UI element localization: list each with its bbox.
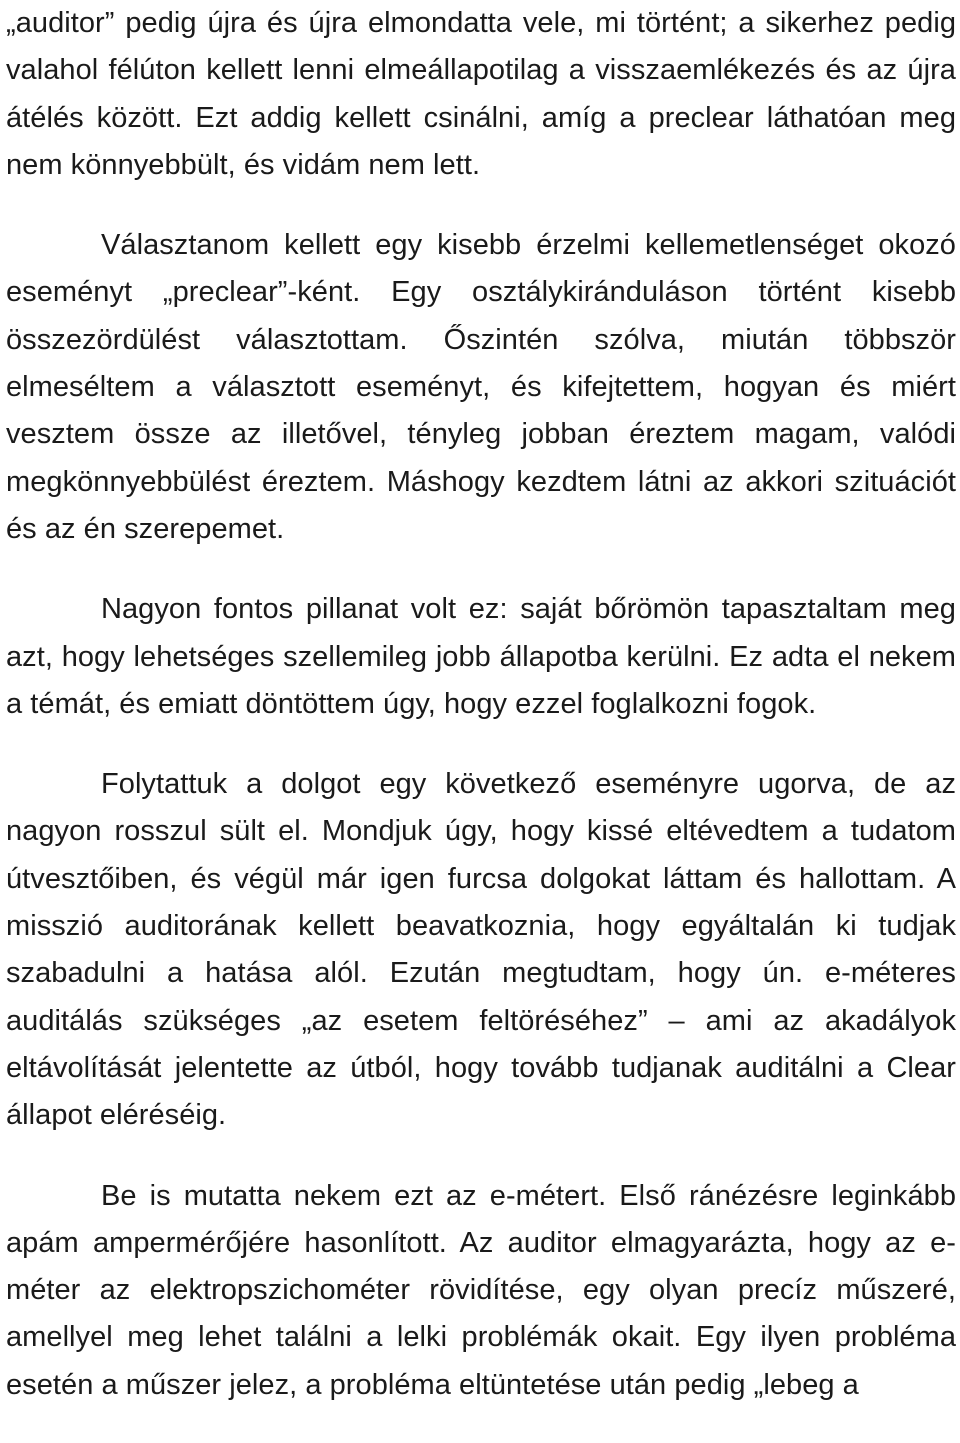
paragraph-1: „auditor” pedig újra és újra elmondatta vele, mi történt; a sikerhez pedig valahol félúton kellett lenni elmeállapotilag a visszaemlékezés és az újra átélés között. Ezt addig kellett csinálni, amíg a preclear láthatóan meg nem könnyebbült, és vidám nem lett.: [6, 7, 956, 181]
paragraph-gap: [6, 728, 956, 761]
paragraph-4: Folytattuk a dolgot egy következő eseményre ugorva, de az nagyon rosszul sült el. Mondjuk úgy, hogy kissé eltévedtem a tudatom útvesztőiben, és végül már igen furcsa dolgokat láttam és hallottam. A misszió auditorának kellett beavatkoznia, hogy egyáltalán ki tudjak szabadulni a hatása alól. Ezután megtudtam, hogy ún. e-méteres auditálás szükséges „az esetem feltöréséhez” – ami az akadályok eltávolítását jelentette az útból, hogy tovább tudjanak auditálni a Clear állapot eléréséig.: [6, 768, 956, 1132]
document-page: [6, 0, 956, 1409]
paragraph-gap: [6, 189, 956, 222]
paragraph-5: Be is mutatta nekem ezt az e-métert. Első ránézésre leginkább apám ampermérőjére hasonlított. Az auditor elmagyarázta, hogy az e-méter az elektropszichométer rövidítése, egy olyan precíz műszeré, amellyel meg lehet találni a lelki problémák okait. Egy ilyen probléma esetén a műszer jelez, a probléma eltüntetése után pedig „lebeg a: [6, 1179, 956, 1401]
paragraph-3: Nagyon fontos pillanat volt ez: saját bőrömön tapasztaltam meg azt, hogy lehetséges szellemileg jobb állapotba kerülni. Ez adta el nekem a témát, és emiatt döntöttem úgy, hogy ezzel foglalkozni fogok.: [6, 593, 956, 720]
paragraph-gap: [6, 1140, 956, 1173]
paragraph-2: Választanom kellett egy kisebb érzelmi kellemetlenséget okozó eseményt „preclear”-ként. Egy osztálykiránduláson történt kisebb összezördülést választottam. Őszintén szólva, miután többször elmeséltem a választott eseményt, és kifejtettem, hogyan és miért vesztem össze az illetővel, tényleg jobban éreztem magam, valódi megkönnyebbülést éreztem. Máshogy kezdtem látni az akkori szituációt és az én szerepemet.: [6, 229, 956, 545]
paragraph-gap: [6, 553, 956, 586]
